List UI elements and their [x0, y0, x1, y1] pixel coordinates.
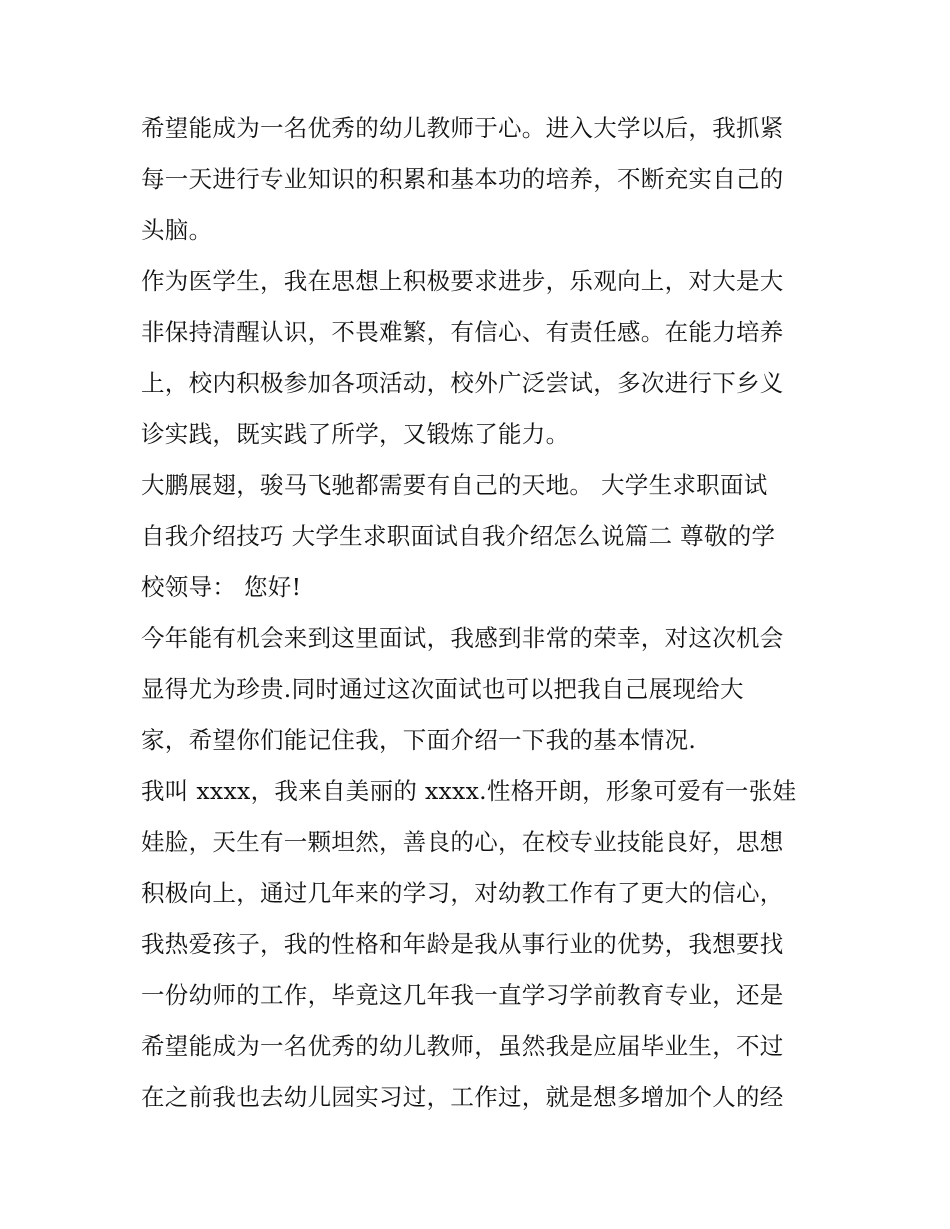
text-line: 在之前我也去幼儿园实习过，工作过，就是想多增加个人的经 [141, 1083, 784, 1111]
text-line: 娃脸，天生有一颗坦然，善良的心，在校专业技能良好，思想 [141, 828, 784, 856]
text-line: 显得尤为珍贵.同时通过这次面试也可以把我自己展现给大 [141, 675, 744, 703]
text-line: 大鹏展翅，骏马飞驰都需要有自己的天地。 大学生求职面试 [141, 471, 768, 499]
text-line: 我叫 xxxx，我来自美丽的 xxxx.性格开朗，形象可爱有一张娃 [141, 777, 797, 805]
text-line: 诊实践，既实践了所学，又锻炼了能力。 [141, 420, 570, 448]
text-line: 头脑。 [141, 216, 213, 244]
text-line: 校领导： 您好! [141, 573, 302, 601]
text-line: 自我介绍技巧 大学生求职面试自我介绍怎么说篇二 尊敬的学 [141, 522, 776, 550]
text-line: 非保持清醒认识，不畏难繁，有信心、有责任感。在能力培养 [141, 318, 784, 346]
text-line: 积极向上，通过几年来的学习，对幼教工作有了更大的信心， [141, 879, 784, 907]
text-line: 我热爱孩子，我的性格和年龄是我从事行业的优势，我想要找 [141, 930, 784, 958]
body-text [141, 103, 821, 1123]
text-line: 上，校内积极参加各项活动，校外广泛尝试，多次进行下乡义 [141, 369, 784, 397]
text-line: 一份幼师的工作，毕竟这几年我一直学习学前教育专业，还是 [141, 981, 784, 1009]
text-line: 作为医学生，我在思想上积极要求进步，乐观向上，对大是大 [141, 267, 784, 295]
text-line: 每一天进行专业知识的积累和基本功的培养，不断充实自己的 [141, 165, 784, 193]
text-line: 今年能有机会来到这里面试，我感到非常的荣幸，对这次机会 [141, 624, 784, 652]
text-line: 希望能成为一名优秀的幼儿教师，虽然我是应届毕业生，不过 [141, 1032, 784, 1060]
text-line: 家，希望你们能记住我，下面介绍一下我的基本情况. [141, 726, 697, 754]
text-line: 希望能成为一名优秀的幼儿教师于心。进入大学以后，我抓紧 [141, 114, 784, 142]
